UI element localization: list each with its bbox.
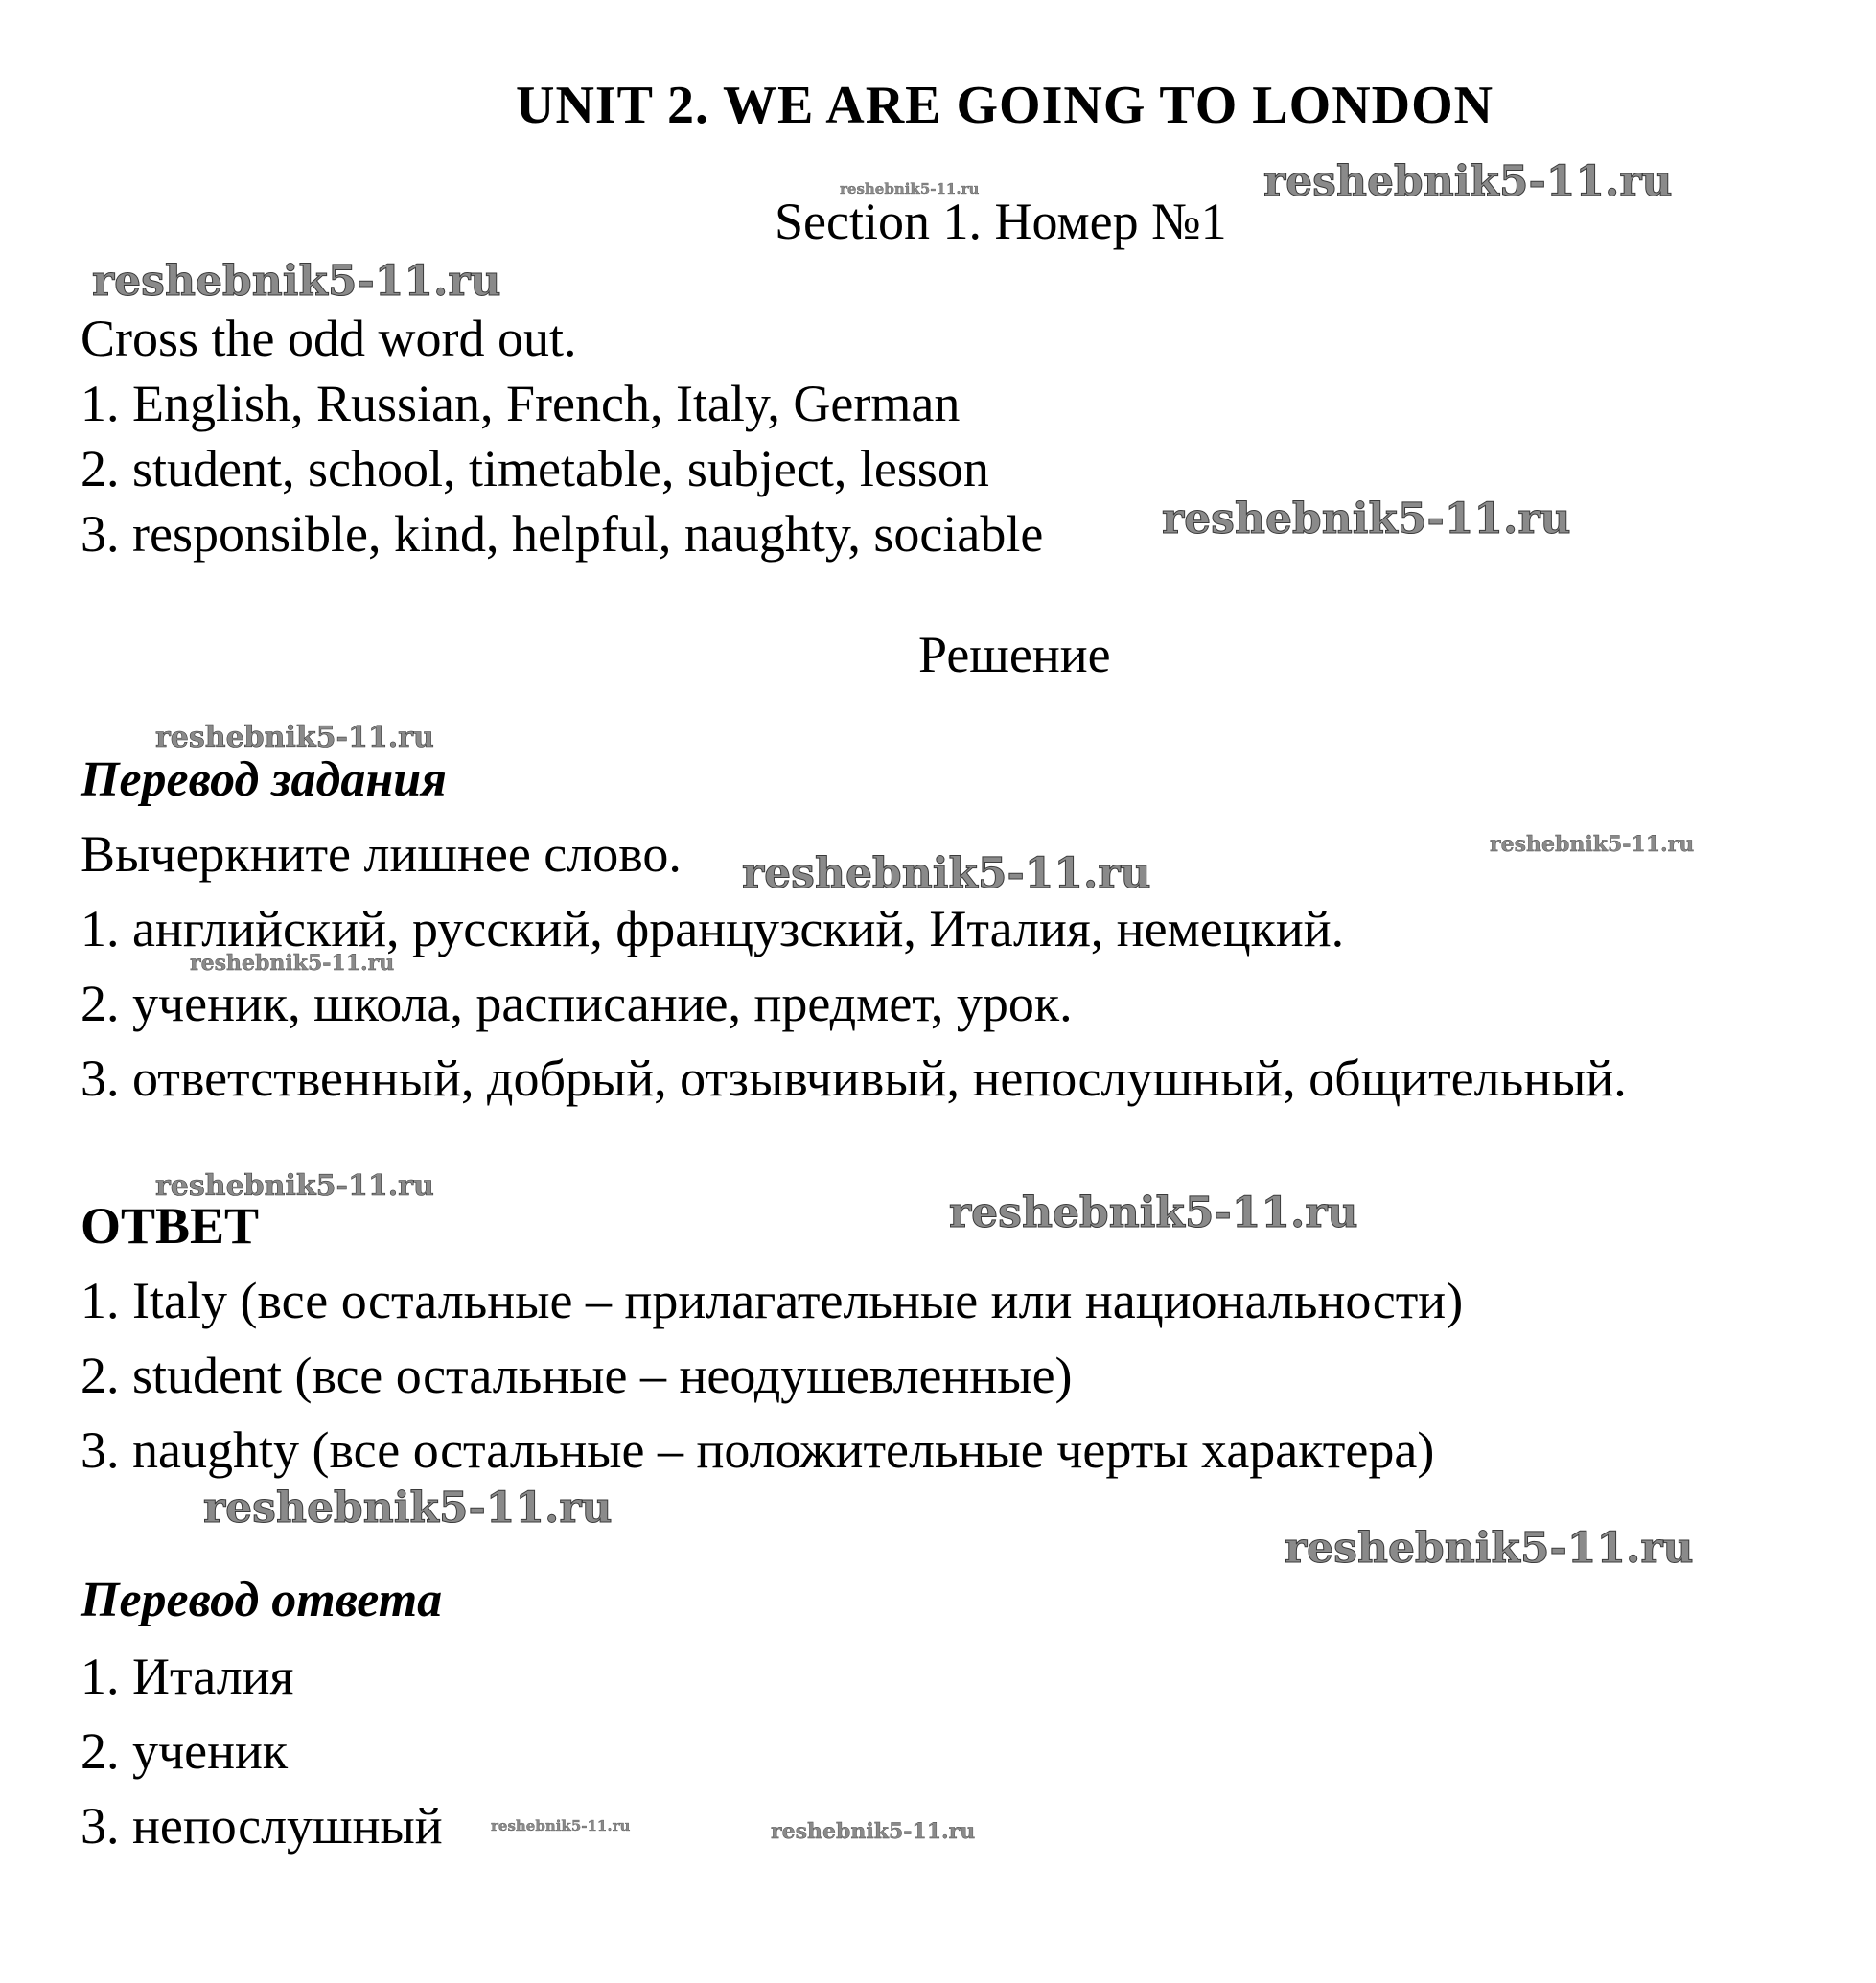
answer-heading: ОТВЕТ (81, 1197, 260, 1255)
task-item-2: 2. student, school, timetable, subject, lesson (81, 440, 989, 497)
answer-translation-heading: Перевод ответа (81, 1573, 443, 1627)
watermark: reshebnik5-11.ru (1490, 832, 1695, 857)
watermark: reshebnik5-11.ru (1162, 495, 1571, 543)
watermark: reshebnik5-11.ru (491, 1817, 631, 1834)
answer-item-1: 1. Italy (все остальные – прилагательные или национальности) (81, 1272, 1464, 1329)
watermark: reshebnik5-11.ru (190, 951, 395, 976)
task-instruction: Cross the odd word out. (81, 310, 577, 367)
answer-item-3: 3. naughty (все остальные – положительные черты характера) (81, 1421, 1435, 1479)
answer-translation-item-1: 1. Италия (81, 1648, 294, 1705)
watermark: reshebnik5-11.ru (155, 721, 434, 754)
unit-title: UNIT 2. WE ARE GOING TO LONDON (516, 76, 1494, 135)
task-item-3: 3. responsible, kind, helpful, naughty, sociable (81, 505, 1044, 563)
task-translation-item-3: 3. ответственный, добрый, отзывчивый, непослушный, общительный. (81, 1049, 1627, 1107)
answer-translation-item-2: 2. ученик (81, 1722, 289, 1780)
watermark: reshebnik5-11.ru (1263, 157, 1673, 206)
task-translation-item-1: 1. английский, русский, французский, Италия, немецкий. (81, 900, 1345, 957)
answer-item-2: 2. student (все остальные – неодушевленные) (81, 1347, 1073, 1404)
section-title: Section 1. Номер №1 (775, 193, 1227, 250)
task-translation-heading: Перевод задания (81, 752, 447, 807)
watermark: reshebnik5-11.ru (949, 1188, 1358, 1237)
watermark: reshebnik5-11.ru (742, 849, 1151, 898)
solution-heading: Решение (918, 626, 1111, 683)
watermark: reshebnik5-11.ru (203, 1484, 613, 1533)
task-item-1: 1. English, Russian, French, Italy, German (81, 375, 961, 432)
watermark: reshebnik5-11.ru (92, 257, 501, 306)
task-translation-instruction: Вычеркните лишнее слово. (81, 825, 682, 883)
task-translation-item-2: 2. ученик, школа, расписание, предмет, урок. (81, 975, 1073, 1032)
answer-translation-item-3: 3. непослушный (81, 1797, 443, 1855)
watermark: reshebnik5-11.ru (771, 1819, 976, 1844)
watermark: reshebnik5-11.ru (1285, 1524, 1694, 1573)
watermark: reshebnik5-11.ru (840, 180, 980, 197)
watermark: reshebnik5-11.ru (155, 1169, 434, 1203)
